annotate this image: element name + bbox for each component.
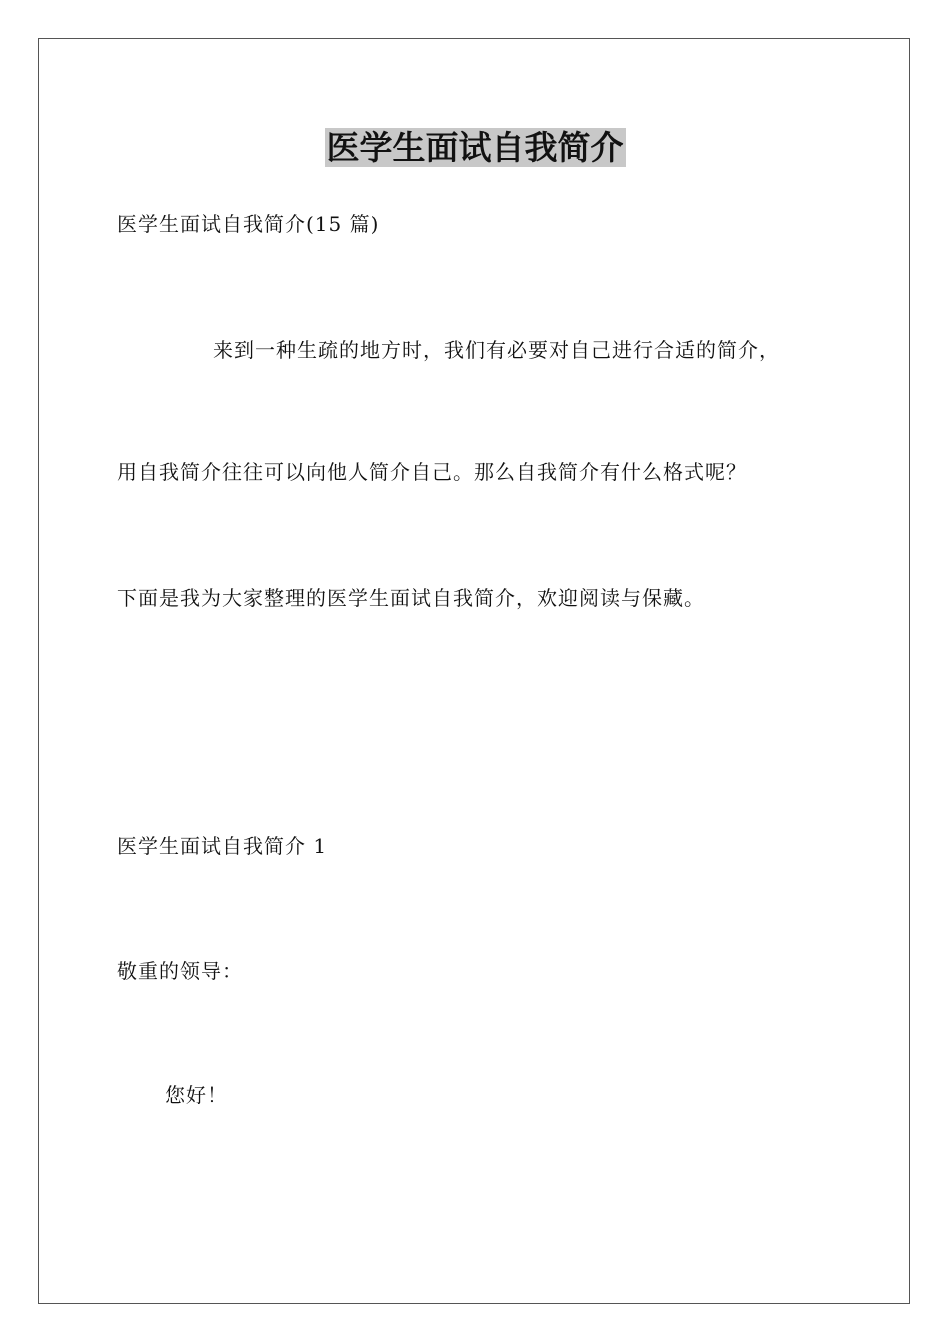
letter-greeting: 您好！ [165, 1083, 228, 1107]
document-subtitle: 医学生面试自我简介(15 篇) [117, 212, 380, 236]
intro-paragraph-line-1: 来到一种生疏的地方时，我们有必要对自己进行合适的简介， [213, 338, 780, 362]
intro-paragraph-line-2: 用自我简介往往可以向他人简介自己。那么自我简介有什么格式呢？ [117, 460, 747, 484]
letter-salutation: 敬重的领导： [117, 959, 243, 983]
document-title-text: 医学生面试自我简介 [326, 128, 624, 167]
section-heading: 医学生面试自我简介 1 [117, 834, 328, 858]
intro-paragraph-line-3: 下面是我为大家整理的医学生面试自我简介，欢迎阅读与保藏。 [117, 586, 705, 610]
document-title [0, 124, 950, 172]
